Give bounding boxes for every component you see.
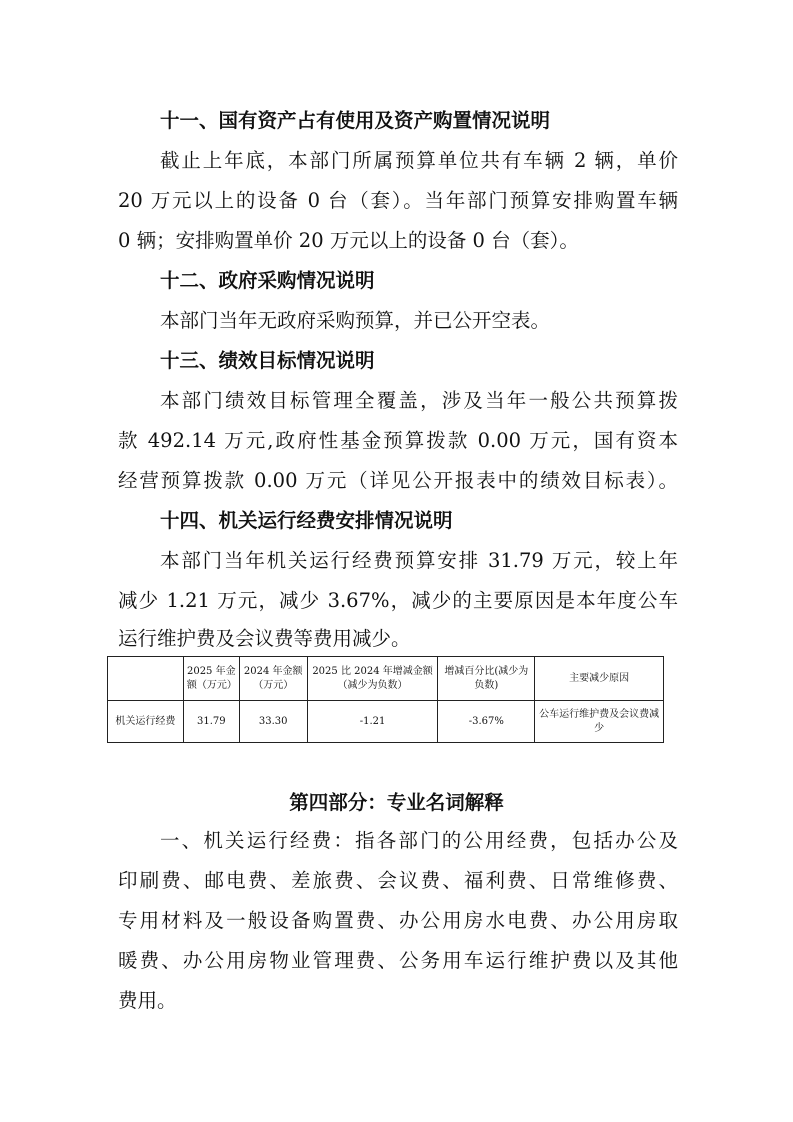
table-cell: 33.30 (239, 701, 307, 743)
section-13-line-2: 款 492.14 万元,政府性基金预算拨款 0.00 万元，国有资本 (118, 429, 678, 452)
section-12-heading: 十二、政府采购情况说明 (160, 269, 375, 292)
table-header-cell: 主要减少原因 (535, 657, 664, 701)
table-cell: 公车运行维护费及会议费减少 (535, 701, 664, 743)
part-4-line-5: 费用。 (118, 989, 177, 1012)
table-row (108, 701, 664, 743)
operating-cost-table (107, 656, 664, 743)
table-cell: -3.67% (438, 701, 535, 743)
table-header-cell: 2025 比 2024 年增减金额（减少为负数） (307, 657, 438, 701)
section-12-line-1: 本部门当年无政府采购预算，并已公开空表。 (160, 309, 551, 332)
section-11-line-2: 20 万元以上的设备 0 台（套）。当年部门预算安排购置车辆 (118, 189, 678, 212)
section-14-line-3: 运行维护费及会议费等费用减少。 (118, 627, 411, 650)
part-4-line-2: 印刷费、邮电费、差旅费、会议费、福利费、日常维修费、 (118, 869, 678, 892)
table-cell: 31.79 (183, 701, 239, 743)
table-header-cell: 2024 年金额（万元） (239, 657, 307, 701)
table-header-row (108, 657, 664, 701)
section-11-heading: 十一、国有资产占有使用及资产购置情况说明 (160, 109, 551, 132)
section-13-heading: 十三、绩效目标情况说明 (160, 349, 375, 372)
section-14-line-1: 本部门当年机关运行经费预算安排 31.79 万元，较上年 (160, 549, 678, 572)
section-11-line-1: 截止上年底，本部门所属预算单位共有车辆 2 辆，单价 (160, 149, 678, 172)
table-header-cell: 2025 年金额（万元） (183, 657, 239, 701)
section-14-heading: 十四、机关运行经费安排情况说明 (160, 509, 453, 532)
table-header-cell (108, 657, 184, 701)
table-header-cell: 增减百分比(减少为负数) (438, 657, 535, 701)
section-11-line-3: 0 辆；安排购置单价 20 万元以上的设备 0 台（套）。 (118, 229, 579, 252)
table-cell: -1.21 (307, 701, 438, 743)
table-cell: 机关运行经费 (108, 701, 184, 743)
part-4-heading: 第四部分：专业名词解释 (289, 791, 504, 814)
section-13-line-1: 本部门绩效目标管理全覆盖，涉及当年一般公共预算拨 (160, 389, 678, 412)
part-4-line-1: 一、机关运行经费：指各部门的公用经费，包括办公及 (160, 829, 678, 852)
section-13-line-3: 经营预算拨款 0.00 万元（详见公开报表中的绩效目标表）。 (118, 469, 678, 492)
part-4-line-3: 专用材料及一般设备购置费、办公用房水电费、办公用房取 (118, 909, 678, 932)
part-4-line-4: 暖费、办公用房物业管理费、公务用车运行维护费以及其他 (118, 949, 678, 972)
section-14-line-2: 减少 1.21 万元，减少 3.67%，减少的主要原因是本年度公车 (118, 589, 678, 612)
